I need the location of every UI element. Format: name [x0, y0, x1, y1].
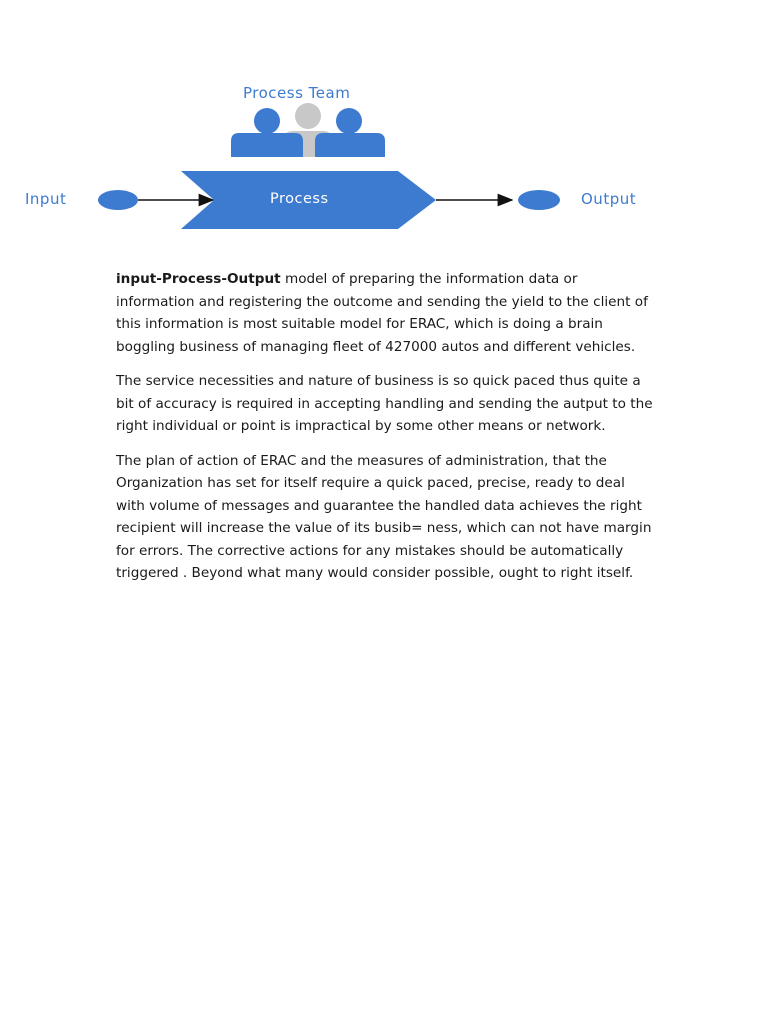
process-label: Process [270, 191, 329, 207]
process-team-label: Process Team [243, 84, 351, 102]
paragraph-1-lead: input-Process-Output [116, 271, 281, 287]
document-body [116, 268, 656, 597]
input-node [98, 190, 138, 210]
input-label: Input [25, 190, 67, 208]
process-team-icon [231, 103, 385, 157]
output-node [518, 190, 560, 210]
paragraph-1 [116, 268, 656, 358]
output-label: Output [581, 190, 637, 208]
paragraph-2: The service necessities and nature of business is so quick paced thus quite a bit of accuracy is required in accepting handling and sending the autput to the right individual or point is impractical by some other means or network. [116, 373, 653, 434]
ipo-diagram [0, 0, 768, 250]
ipo-diagram-graphic [0, 0, 768, 250]
paragraph-1-text: model of preparing the information data or information and registering the outcome and sending the yield to the client of this information is most suitable model for ERAC, which is doing a brain boggling business of managing fleet of 427000 autos and different vehicles. [116, 271, 648, 355]
paragraph-3: The plan of action of ERAC and the measures of administration, that the Organization has set for itself require a quick paced, precise, ready to deal with volume of messages and guarantee the handled data achieves the right recipient will increase the value of its busib= ness, which can not have margin for errors. The corrective actions for any mistakes should be automatically triggered . Beyond what many would consider possible, ought to right itself. [116, 452, 652, 581]
